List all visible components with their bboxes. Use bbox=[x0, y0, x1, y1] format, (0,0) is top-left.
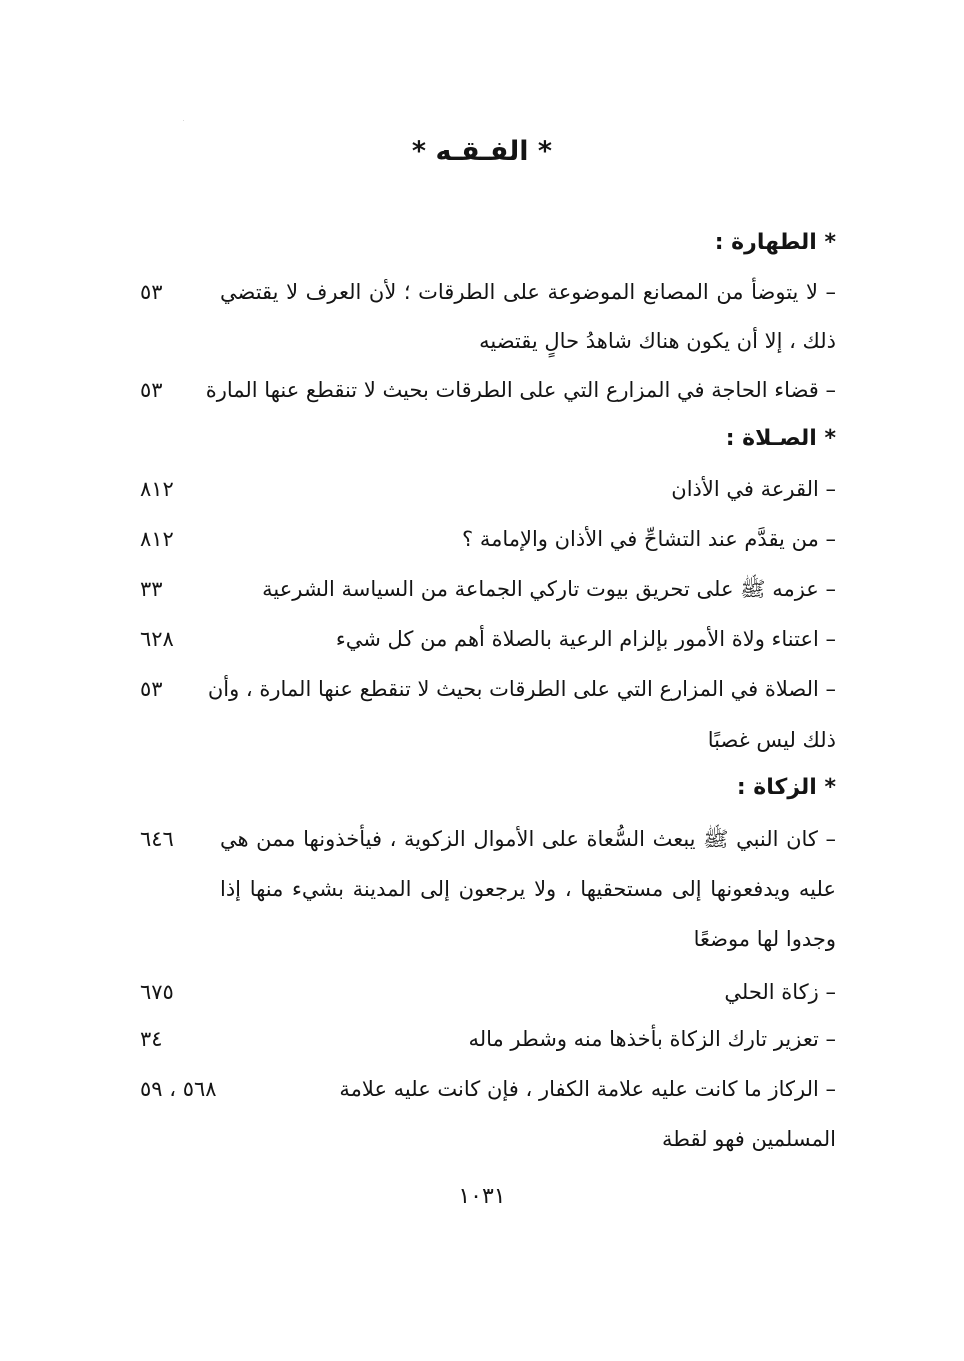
entry-line: ذلك ليس غصبًا bbox=[707, 728, 836, 752]
entry-line: – من يقدَّم عند التشاحِّ في الأذان والإمامة ؟ bbox=[462, 527, 836, 551]
entry-page-ref: ٥٣ bbox=[140, 378, 163, 402]
entry-page-ref: ٣٤ bbox=[140, 1027, 163, 1051]
entry-page-ref: ٦٤٦ bbox=[140, 827, 174, 851]
entry-page-ref: ٣٣ bbox=[140, 577, 163, 601]
entry-line: – اعتناء ولاة الأمور بإلزام الرعية بالصلاة أهم من كل شيء bbox=[335, 627, 836, 651]
entry-line: – عزمه ﷺ على تحريق بيوت تاركي الجماعة من السياسة الشرعية bbox=[262, 577, 836, 601]
entry-line: – كان النبي ﷺ يبعث السُّعاة على الأموال الزكوية ، فيأخذونها ممن هي bbox=[220, 827, 836, 851]
entry-page-ref: ٨١٢ bbox=[140, 477, 174, 501]
section-heading-zakah: * الزكاة : bbox=[736, 775, 836, 800]
section-heading-salah: * الصـلاة : bbox=[725, 426, 836, 451]
entry-line: وجدوا لها موضعًا bbox=[693, 927, 836, 951]
entry-line: – الركاز ما كانت عليه علامة الكفار ، فإن كانت عليه علامة bbox=[339, 1077, 836, 1101]
entry-page-ref: ٥٣ bbox=[140, 677, 163, 701]
entry-page-ref: ٨١٢ bbox=[140, 527, 174, 551]
entry-line: – زكاة الحلي bbox=[724, 980, 836, 1004]
page-number: ١٠٣١ bbox=[458, 1184, 506, 1209]
entry-line: – القرعة في الأذان bbox=[671, 477, 836, 501]
entry-line: – تعزير تارك الزكاة بأخذها منه وشطر ماله bbox=[468, 1027, 836, 1051]
entry-page-ref: ٦٧٥ bbox=[140, 980, 174, 1004]
entry-line: – قضاء الحاجة في المزارع التي على الطرقات بحيث لا تنقطع عنها المارة bbox=[205, 378, 836, 402]
entry-line: عليه ويدفعونها إلى مستحقيها ، ولا يرجعون إلى المدينة بشيء منها إذا bbox=[220, 877, 836, 901]
entry-page-ref: ٥٣ bbox=[140, 280, 163, 304]
entry-line: ذلك ، إلا أن يكون هناك شاهدُ حالٍ يقتضيه bbox=[479, 329, 836, 353]
entry-line: – لا يتوضأ من المصانع الموضوعة على الطرقات ؛ لأن العرف لا يقتضي bbox=[220, 280, 836, 304]
entry-page-ref: ٦٢٨ bbox=[140, 627, 174, 651]
page-title: * الفـقـه * bbox=[411, 136, 553, 167]
entry-page-ref: ٥٦٨ ، ٥٩ bbox=[140, 1077, 217, 1101]
entry-line: المسلمين فهو لقطة bbox=[662, 1127, 836, 1151]
entry-line: – الصلاة في المزارع التي على الطرقات بحيث لا تنقطع عنها المارة ، وأن bbox=[207, 677, 836, 701]
section-heading-tahara: * الطهارة : bbox=[714, 230, 836, 255]
